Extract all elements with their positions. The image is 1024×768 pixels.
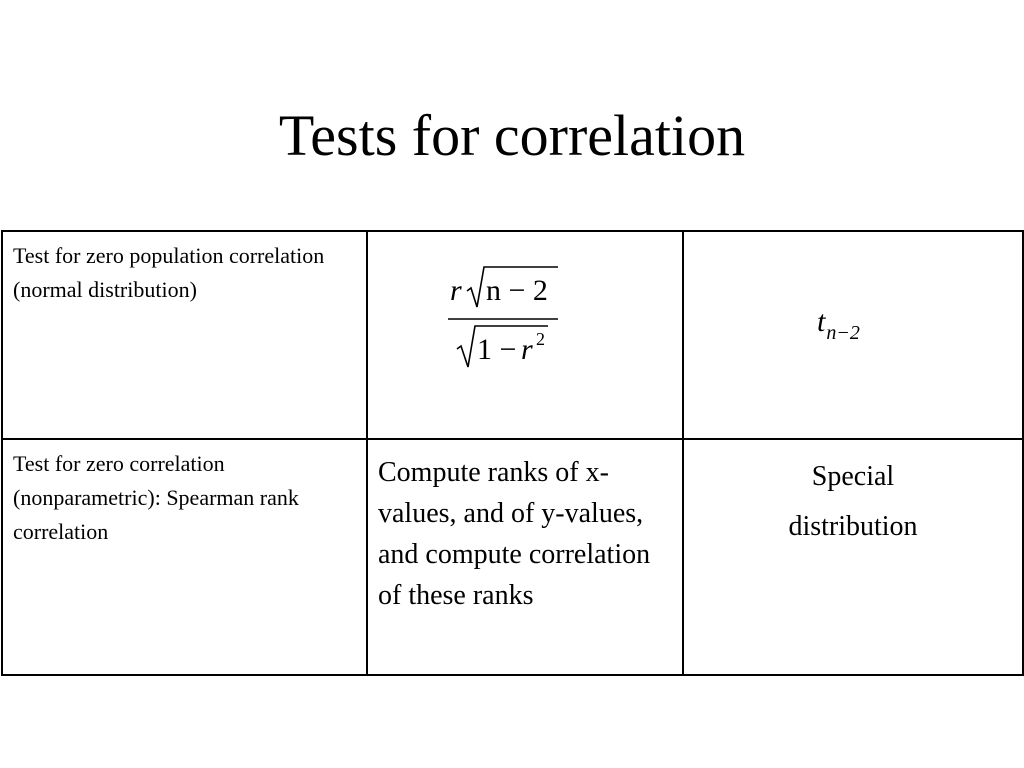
- slide-title: Tests for correlation: [278, 103, 746, 168]
- formula-numerator-radicand: n − 2: [486, 274, 548, 307]
- t-distribution-symbol: [817, 302, 860, 345]
- distribution-subscript: n−2: [826, 322, 860, 344]
- test-method: Compute ranks of x-values, and of y-values, and compute correlation of these ranks: [378, 457, 651, 611]
- test-description: Test for zero population correlation (normal distribution): [13, 243, 325, 302]
- distribution-text: Special distribution: [788, 461, 918, 542]
- test-statistic-formula: [438, 262, 618, 372]
- test-description-cell: [2, 439, 367, 675]
- formula-denominator-exponent: 2: [536, 329, 545, 349]
- test-statistic-cell: [367, 231, 683, 439]
- formula-denominator-radicand: 1 −: [477, 333, 517, 366]
- formula-denominator-variable: r: [521, 333, 533, 366]
- distribution-cell: [683, 231, 1023, 439]
- test-method-cell: [367, 439, 683, 675]
- test-description-cell: [2, 231, 367, 439]
- formula-numerator-coefficient: r: [450, 274, 462, 307]
- table-row: [2, 231, 1023, 439]
- distribution-cell: [683, 439, 1023, 675]
- distribution-symbol: t: [817, 305, 826, 338]
- table-row: [2, 439, 1023, 675]
- test-description: Test for zero correlation (nonparametric): Spearman rank correlation: [13, 451, 299, 544]
- correlation-tests-table: [1, 230, 1024, 676]
